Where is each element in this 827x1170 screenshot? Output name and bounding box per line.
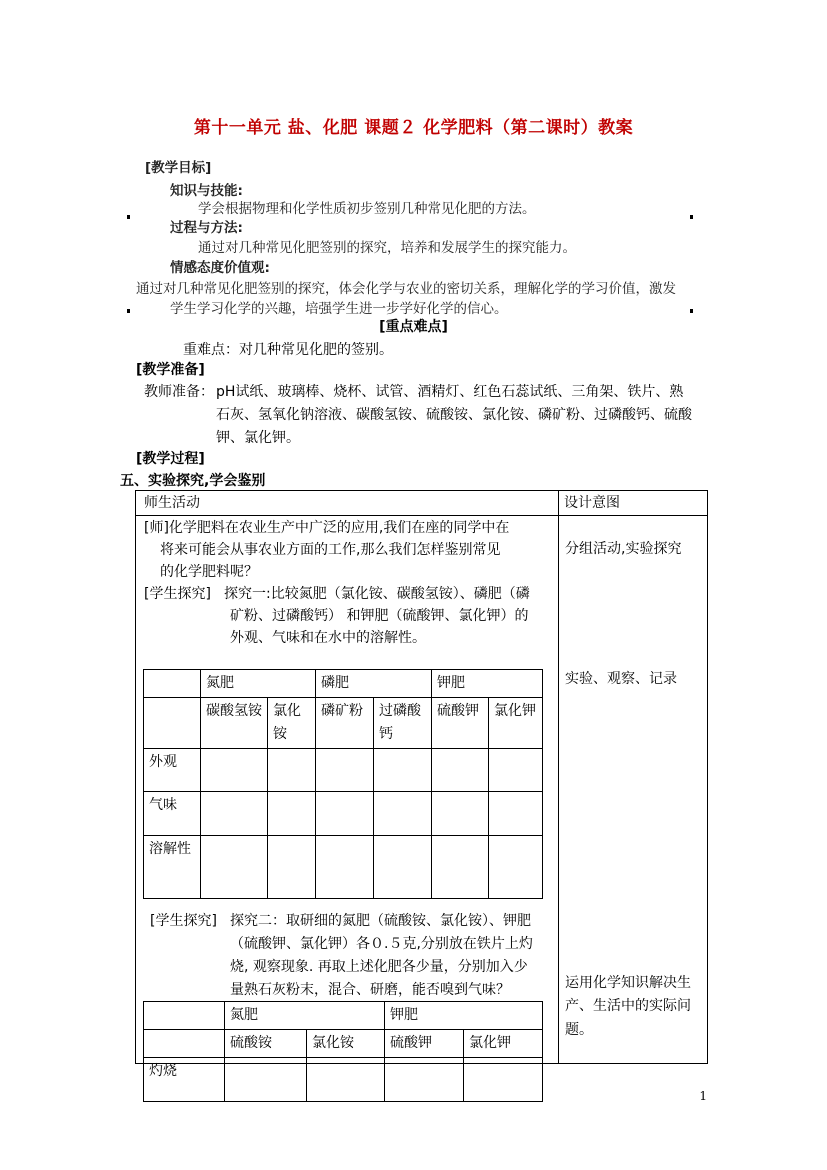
preparation-heading: [教学准备] [136, 362, 205, 378]
knowledge-label: 知识与技能: [170, 183, 243, 199]
preparation-line-2: 石灰、氢氧化钠溶液、碳酸氢铵、硫酸铵、氯化铵、磷矿粉、过磷酸钙、硫酸 [216, 407, 692, 423]
sub-header: 氯化铵 [268, 698, 316, 749]
main-table [135, 490, 708, 1079]
sub-header: 氯化钾 [464, 1030, 543, 1058]
image-handle-dot [690, 309, 693, 313]
intent-3a: 运用化学知识解决生 [565, 975, 691, 991]
group-header: 磷肥 [316, 670, 432, 698]
row-label: 灼烧 [144, 1058, 225, 1102]
explore2-line-3: 烧, 观察现象. 再取上述化肥各少量，分别加入少 [230, 959, 528, 975]
teacher-line-1: [师]化学肥料在农业生产中广泛的应用,我们在座的同学中在 [144, 520, 510, 536]
sub-header: 氯化铵 [307, 1030, 385, 1058]
observation-table [143, 669, 543, 899]
explore1-label: [学生探究] [144, 586, 211, 602]
explore1-line-3: 外观、气味和在水中的溶解性。 [230, 630, 426, 646]
explore2-line-2: （硫酸钾、氯化钾）各０.５克,分别放在铁片上灼 [230, 936, 533, 952]
sub-header: 碳酸氢铵 [201, 698, 268, 749]
group-header: 钾肥 [385, 1002, 543, 1030]
sub-header: 硫酸钾 [432, 698, 489, 749]
intent-2: 实验、观察、记录 [565, 671, 677, 687]
intent-cell [559, 516, 708, 1064]
teacher-line-2: 将来可能会从事农业方面的工作,那么我们怎样鉴别常见 [160, 542, 501, 558]
process-text: 通过对几种常见化肥签别的探究，培养和发展学生的探究能力。 [198, 240, 576, 256]
page-title: 第十一单元 盐、化肥 课题２ 化学肥料（第二课时）教案 [193, 118, 634, 138]
sub-header: 过磷酸钙 [374, 698, 432, 749]
preparation-line-1: pH试纸、玻璃棒、烧杯、试管、酒精灯、红色石蕊试纸、三角架、铁片、熟 [216, 384, 684, 400]
explore2-line-4: 量熟石灰粉末，混合、研磨，能否嗅到气味？ [230, 982, 510, 998]
intent-1: 分组活动,实验探究 [565, 541, 682, 557]
sub-header: 氯化钾 [489, 698, 543, 749]
explore1-line-1: 探究一:比较氮肥（氯化铵、碳酸氢铵）、磷肥（磷 [224, 586, 530, 602]
group-header: 氮肥 [225, 1002, 385, 1030]
emotion-text-1: 通过对几种常见化肥签别的探究，体会化学与农业的密切关系，理解化学的学习价值，激发 [136, 281, 676, 297]
section-title: 五、实验探究,学会鉴别 [120, 473, 266, 489]
key-points-text: 重难点：对几种常见化肥的签别。 [183, 342, 393, 358]
process-heading: [教学过程] [136, 451, 205, 467]
image-handle-dot [690, 215, 693, 219]
preparation-line-3: 钾、氯化钾。 [216, 430, 300, 446]
teacher-line-3: 的化学肥料呢？ [160, 564, 258, 580]
col-header-intent: 设计意图 [559, 491, 708, 516]
activity-cell [136, 516, 559, 1079]
group-header: 钾肥 [432, 670, 543, 698]
group-header: 氮肥 [201, 670, 316, 698]
emotion-text-2: 学生学习化学的兴趣，培强学生进一步学好化学的信心。 [170, 301, 508, 317]
sub-header: 硫酸钾 [385, 1030, 464, 1058]
emotion-label: 情感态度价值观: [170, 260, 270, 276]
row-label: 气味 [144, 792, 201, 836]
burning-table [143, 1001, 543, 1102]
image-handle-dot [127, 215, 130, 219]
row-label: 溶解性 [144, 836, 201, 899]
sub-header: 磷矿粉 [316, 698, 374, 749]
intent-3b: 产、生活中的实际问题。 [565, 998, 691, 1038]
explore2-label: [学生探究] [150, 913, 217, 929]
knowledge-text: 学会根据物理和化学性质初步签别几种常见化肥的方法。 [198, 201, 536, 217]
explore1-line-2: 矿粉、过磷酸钙） 和钾肥（硫酸钾、氯化钾）的 [230, 608, 529, 624]
key-points-heading: [重点难点] [379, 319, 448, 335]
goals-heading: [教学目标] [145, 160, 212, 176]
preparation-label: 教师准备： [144, 384, 214, 400]
sub-header: 硫酸铵 [225, 1030, 307, 1058]
explore2-line-1: 探究二：取研细的氮肥（硫酸铵、氯化铵）、钾肥 [230, 913, 531, 929]
image-handle-dot [127, 309, 130, 313]
page-number: 1 [699, 1089, 707, 1103]
col-header-activity: 师生活动 [136, 491, 559, 516]
process-label: 过程与方法: [170, 220, 243, 236]
row-label: 外观 [144, 749, 201, 792]
